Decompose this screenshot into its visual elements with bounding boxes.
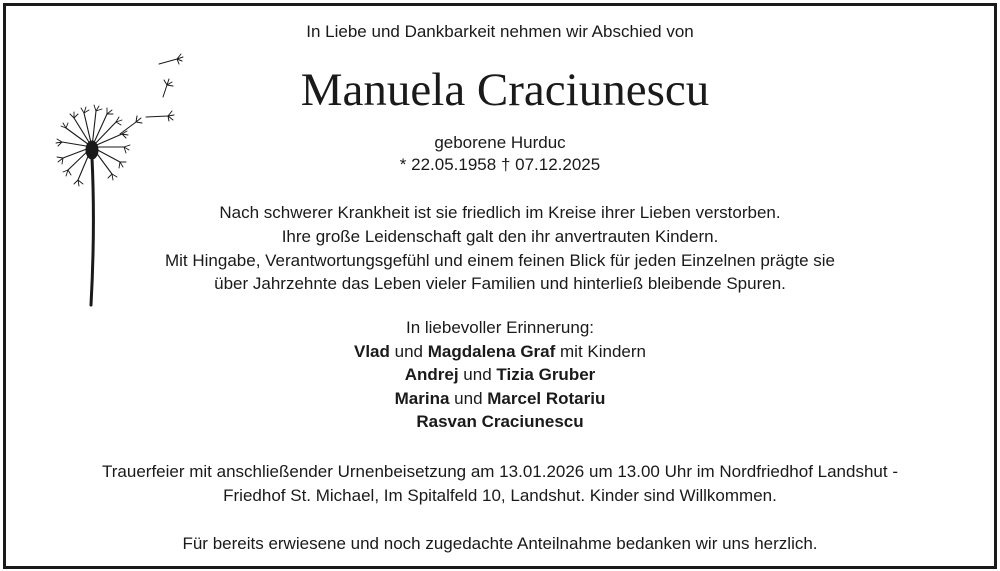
- mourner-name: Magdalena Graf: [427, 342, 556, 361]
- deceased-name: Manuela Craciunescu: [300, 64, 710, 116]
- header-text: In Liebe und Dankbarkeit nehmen wir Abschied von: [306, 22, 694, 41]
- mourner-name: Rasvan Craciunescu: [416, 412, 584, 431]
- memory-intro: In liebevoller Erinnerung:: [405, 318, 595, 337]
- funeral-info: Trauerfeier mit anschließender Urnenbeisetzung am 13.01.2026 um 13.00 Uhr im Nordfriedhof Landshut -: [102, 462, 898, 481]
- closing-text: Für bereits erwiesene und noch zugedachte Anteilnahme bedanken wir uns herzlich.: [182, 534, 818, 553]
- funeral-info: Friedhof St. Michael, Im Spitalfeld 10, Landshut. Kinder sind Willkommen.: [223, 486, 777, 505]
- mourner-name: Tizia Gruber: [496, 365, 596, 384]
- mourner-line: [0, 411, 1000, 433]
- text-line: Nach schwerer Krankheit ist sie friedlich im Kreise ihrer Lieben verstorben.: [219, 203, 781, 222]
- life-dates: * 22.05.1958 † 07.12.2025: [399, 155, 601, 174]
- mourner-name: Andrej: [404, 365, 459, 384]
- text-line: Ihre große Leidenschaft galt den ihr anvertrauten Kindern.: [281, 227, 719, 246]
- birth-name: geborene Hurduc: [434, 133, 566, 152]
- mourner-name: Marina: [394, 389, 450, 408]
- text-line: über Jahrzehnte das Leben vieler Familien und hinterließ bleibende Spuren.: [214, 274, 786, 293]
- text-line: Mit Hingabe, Verantwortungsgefühl und einem feinen Blick für jeden Einzelnen prägte sie: [164, 251, 836, 270]
- mourner-suffix: mit Kindern: [560, 342, 646, 361]
- mourner-join: und: [463, 365, 492, 384]
- mourner-name: Marcel Rotariu: [487, 389, 606, 408]
- mourner-line: [0, 364, 1000, 386]
- mourner-join: und: [394, 342, 423, 361]
- mourner-join: und: [454, 389, 483, 408]
- mourner-line: [0, 341, 1000, 363]
- mourner-line: [0, 388, 1000, 410]
- mourner-name: Vlad: [353, 342, 390, 361]
